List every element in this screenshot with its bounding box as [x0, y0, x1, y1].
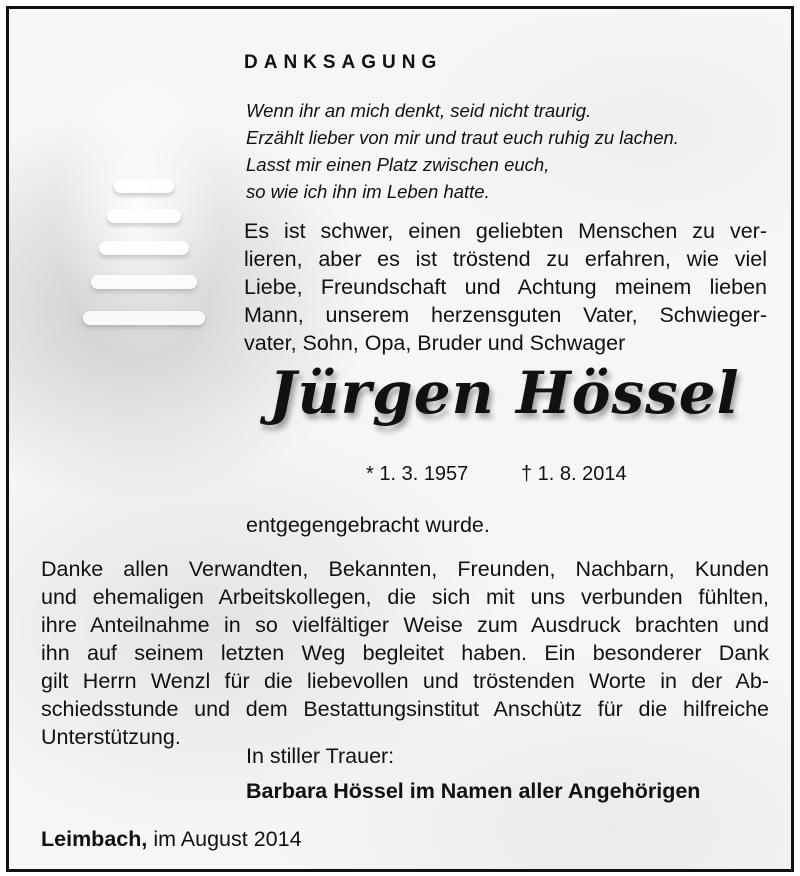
place-date-line	[41, 827, 302, 852]
poem	[246, 97, 786, 205]
deceased-name: Jürgen Hössel	[269, 359, 740, 427]
poem-line: Erzählt lieber von mir und traut euch ruhig zu lachen.	[246, 127, 679, 148]
poem-line: Lasst mir einen Platz zwischen euch,	[246, 154, 550, 175]
thanks-text: Danke allen Verwandten, Bekannten, Freunden, Nachbarn, Kunden und ehemaligen Arbeitskollegen, die sich mit uns verbunden fühlten, ihre Anteilnahme in so vielfältiger Weise zum Ausdruck brachten und ihn auf seinem letzten Weg begleitet haben. Ein besonderer Dank gilt Herrn Wenzl für die liebevollen und tröstenden Worte in der Ab- schiedsstunde und dem Bestattungsinstitut Anschütz für die hilfreiche Unterstützung.	[41, 557, 769, 749]
obituary-card	[6, 6, 794, 872]
place: Leimbach,	[41, 827, 148, 851]
poem-line: so wie ich ihn im Leben hatte.	[246, 181, 490, 202]
death-date: † 1. 8. 2014	[521, 463, 627, 485]
mourning-line: In stiller Trauer:	[246, 744, 395, 768]
intro-text: Es ist schwer, einen geliebten Menschen zu ver- lieren, aber es ist tröstend zu erfahren, wie viel Liebe, Freundschaft und Achtung meinem lieben Mann, unserem herzensguten Vater, Schwieger- vater, Sohn, Opa, Bruder und Schwager	[244, 219, 767, 355]
date: im August 2014	[153, 827, 302, 851]
poem-line: Wenn ihr an mich denkt, seid nicht traurig.	[246, 100, 592, 121]
birth-date: * 1. 3. 1957	[366, 463, 469, 485]
page-title: DANKSAGUNG	[244, 52, 443, 73]
heaven-stairs-image	[69, 159, 219, 359]
intro-ending: entgegengebracht wurde.	[246, 513, 490, 537]
signature: Barbara Hössel im Namen aller Angehörigen	[246, 779, 701, 803]
